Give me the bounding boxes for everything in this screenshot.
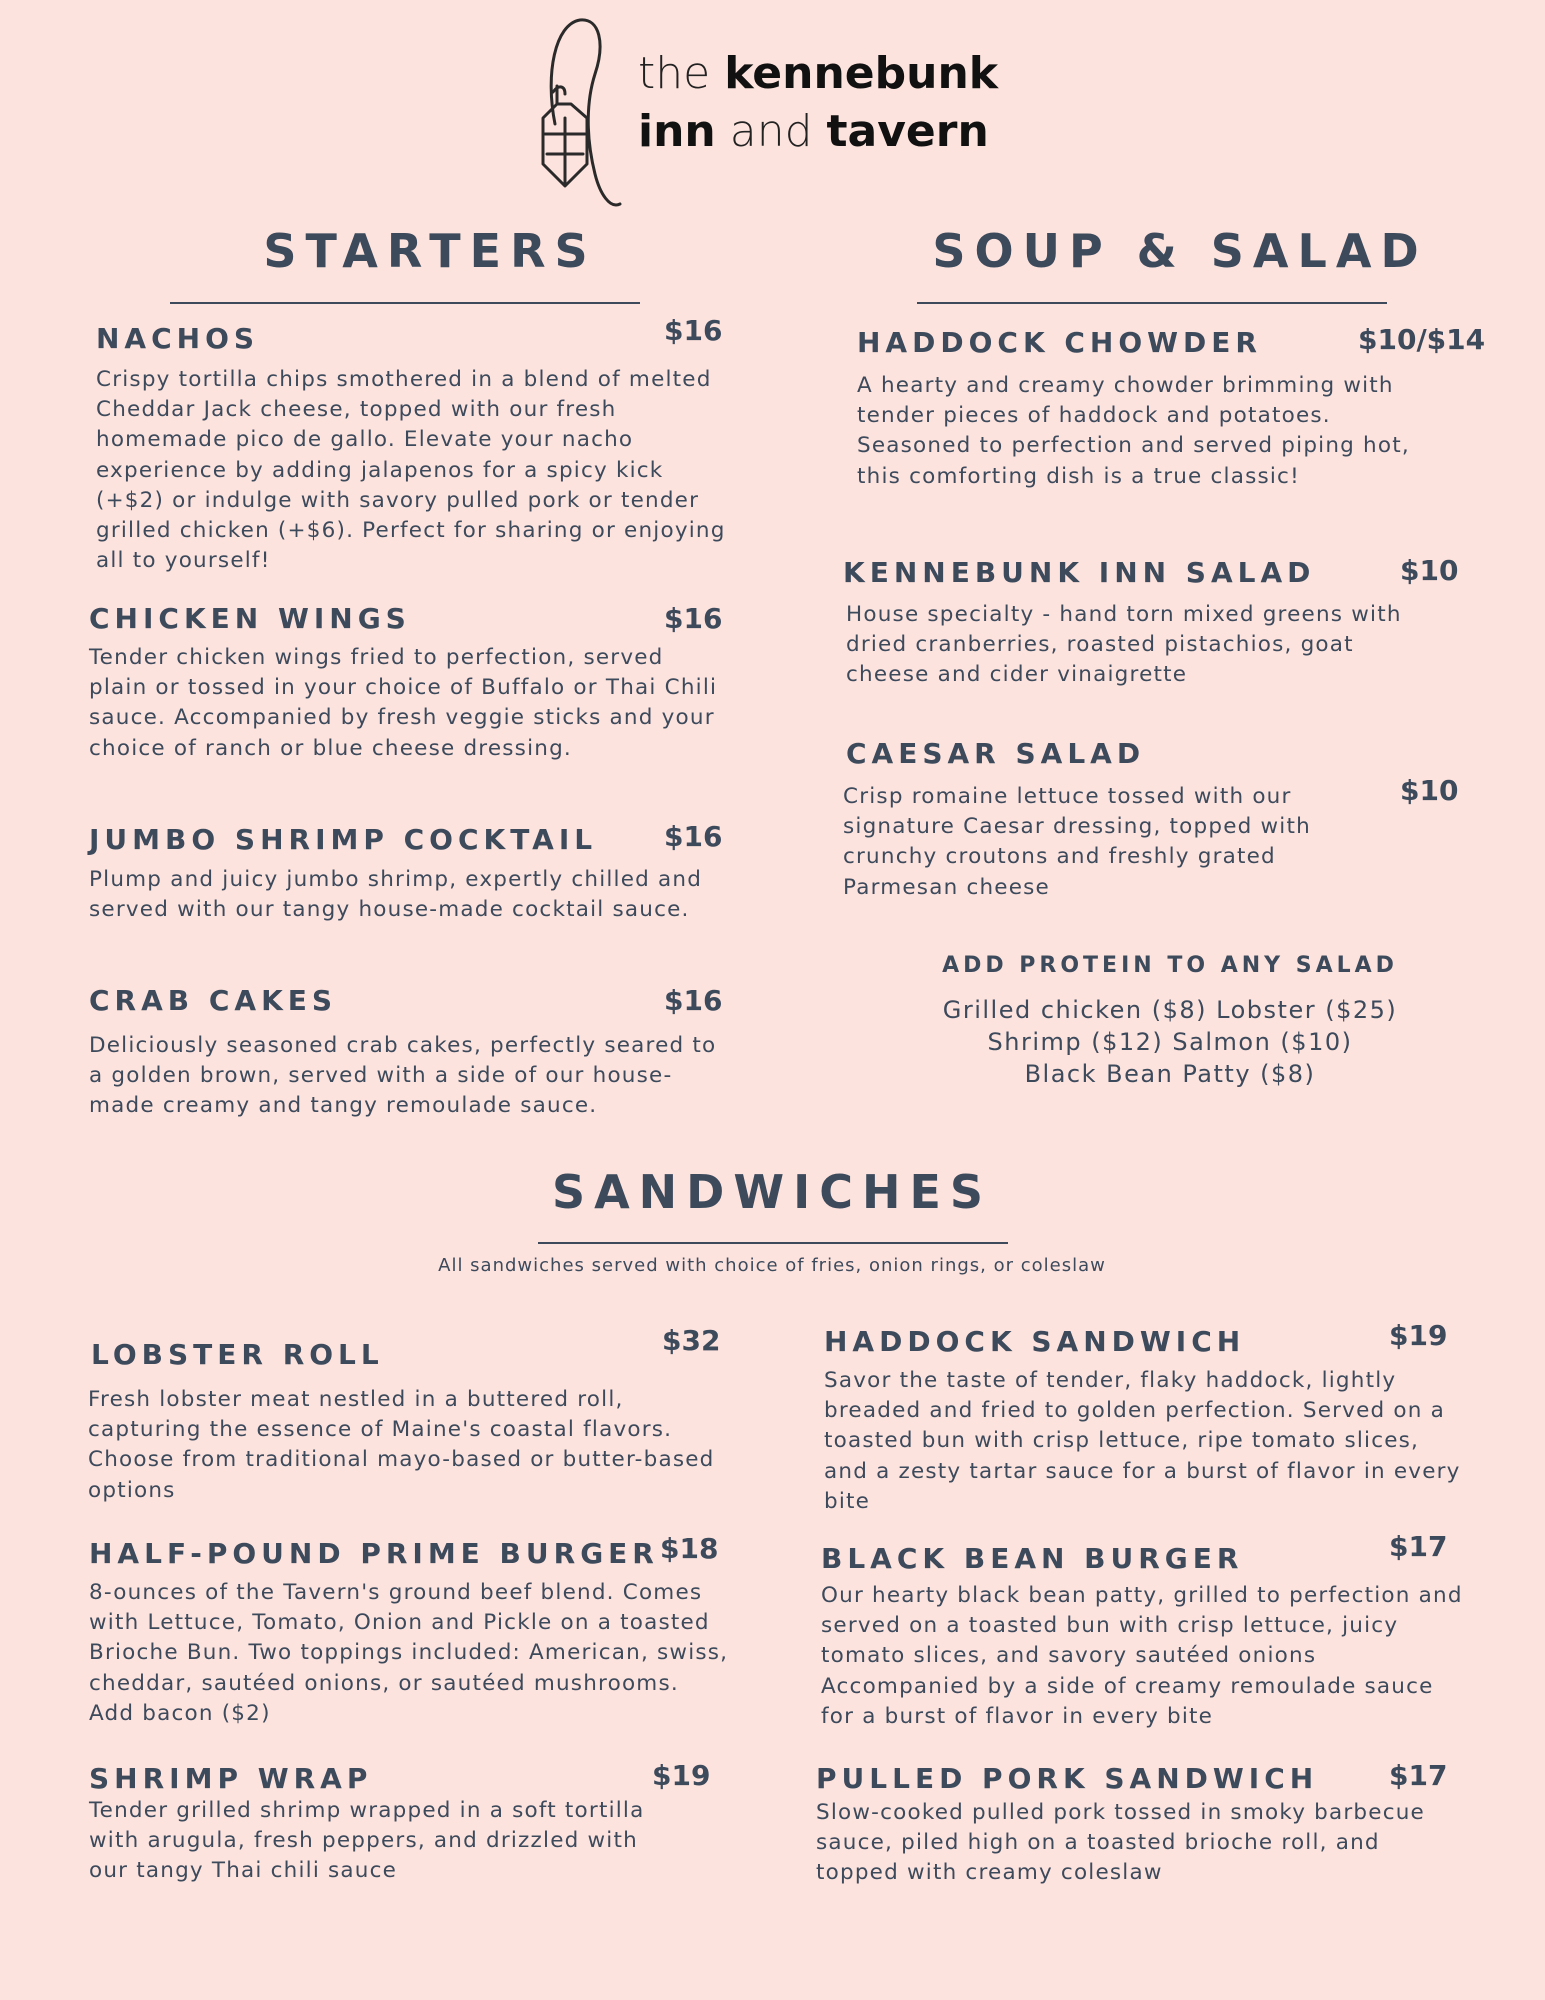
protein-line: Grilled chicken ($8) Lobster ($25) <box>942 996 1398 1024</box>
starters-item-name-nachos: NACHOS <box>96 322 260 355</box>
starters-item-price-jumbo-shrimp-cocktail: $16 <box>664 820 723 853</box>
starters-item-desc-jumbo-shrimp-cocktail: Plump and juicy jumbo shrimp, expertly chilled and served with our tangy house-made cocktail sauce. <box>89 867 703 923</box>
sandwich-item-price-pulled-pork-sandwich: $17 <box>1389 1759 1448 1792</box>
sandwich-item-desc-haddock-sandwich: Savor the taste of tender, flaky haddock, lightly breaded and fried to golden perfection. Served on a toasted bun with crisp lettuce, ripe tomato slices, and a zesty tartar sauce for a burst of flavor in every bite <box>824 1368 1461 1514</box>
sandwich-item-desc-lobster-roll: Fresh lobster meat nestled in a buttered roll, capturing the essence of Maine's coastal flavors. Choose from traditional mayo-based or butter-based options <box>88 1387 715 1503</box>
sandwich-item-price-half-pound-prime-burger: $18 <box>660 1532 719 1565</box>
sandwich-item-name-black-bean-burger: BLACK BEAN BURGER <box>821 1542 1244 1575</box>
protein-line: Black Bean Patty ($8) <box>1024 1060 1316 1088</box>
soup-salad-rule <box>917 302 1387 304</box>
soup-salad-item-price-caesar-salad: $10 <box>1400 774 1459 807</box>
starters-rule <box>170 302 640 304</box>
sandwich-item-name-half-pound-prime-burger: HALF-POUND PRIME BURGER <box>89 1537 659 1570</box>
brand-wordmark <box>638 48 999 157</box>
starters-item-name-crab-cakes: CRAB CAKES <box>89 984 338 1017</box>
sandwich-item-desc-black-bean-burger: Our hearty black bean patty, grilled to perfection and served on a toasted bun with crisp lettuce, juicy tomato slices, and savory sautéed onions Accompanied by a side of creamy remoulade sauce for a burst of flavor in every bite <box>821 1583 1463 1729</box>
soup-salad-item-desc-haddock-chowder: A hearty and creamy chowder brimming with tender pieces of haddock and potatoes. Seasoned to perfection and served piping hot, this comforting dish is a true classic! <box>857 373 1410 489</box>
brand-word-tavern: tavern <box>826 106 989 157</box>
starters-title: STARTERS <box>263 224 597 278</box>
starters-item-price-crab-cakes: $16 <box>664 984 723 1017</box>
starters-item-desc-chicken-wings: Tender chicken wings fried to perfection, served plain or tossed in your choice of Buffalo or Thai Chili sauce. Accompanied by fresh veggie sticks and your choice of ranch or blue cheese dressing. <box>89 645 718 761</box>
sandwich-item-name-haddock-sandwich: HADDOCK SANDWICH <box>824 1325 1246 1358</box>
lantern-icon <box>525 14 635 210</box>
sandwich-item-price-haddock-sandwich: $19 <box>1389 1319 1448 1352</box>
sandwich-item-price-black-bean-burger: $17 <box>1389 1530 1448 1563</box>
sandwiches-title: SANDWICHES <box>551 1165 993 1219</box>
protein-title: ADD PROTEIN TO ANY SALAD <box>942 953 1398 978</box>
soup-salad-item-name-caesar-salad: CAESAR SALAD <box>846 737 1146 770</box>
starters-item-desc-nachos: Crispy tortilla chips smothered in a blend of melted Cheddar Jack cheese, topped with our fresh homemade pico de gallo. Elevate your nacho experience by adding jalapenos for a spicy kick (+$2) or indulge with savory pulled pork or tender grilled chicken (+$6). Perfect for sharing or enjoying all to yourself! <box>96 367 726 574</box>
brand-word-kennebunk: kennebunk <box>724 48 999 99</box>
sandwich-item-desc-shrimp-wrap: Tender grilled shrimp wrapped in a soft tortilla with arugula, fresh peppers, and drizzled with our tangy Thai chili sauce <box>89 1798 645 1884</box>
sandwich-item-price-shrimp-wrap: $19 <box>652 1759 711 1792</box>
soup-salad-item-price-haddock-chowder: $10/$14 <box>1358 323 1486 356</box>
sandwich-item-name-pulled-pork-sandwich: PULLED PORK SANDWICH <box>816 1762 1319 1795</box>
sandwich-item-price-lobster-roll: $32 <box>662 1324 721 1357</box>
soup-salad-item-desc-caesar-salad: Crisp romaine lettuce tossed with our signature Caesar dressing, topped with crunchy croutons and freshly grated Parmesan cheese <box>843 784 1311 900</box>
soup-salad-item-name-kennebunk-inn-salad: KENNEBUNK INN SALAD <box>843 556 1316 589</box>
soup-salad-item-price-kennebunk-inn-salad: $10 <box>1400 554 1459 587</box>
sandwich-item-desc-pulled-pork-sandwich: Slow-cooked pulled pork tossed in smoky barbecue sauce, piled high on a toasted brioche roll, and topped with creamy coleslaw <box>816 1800 1425 1886</box>
starters-item-desc-crab-cakes: Deliciously seasoned crab cakes, perfectly seared to a golden brown, served with a side of our house-made creamy and tangy remoulade sauce. <box>89 1033 717 1119</box>
sandwiches-rule <box>538 1242 1008 1244</box>
brand-word-and: and <box>729 106 813 157</box>
sandwiches-note: All sandwiches served with choice of fries, onion rings, or coleslaw <box>438 1255 1106 1276</box>
brand-word-the: the <box>638 48 711 99</box>
sandwich-item-name-lobster-roll: LOBSTER ROLL <box>91 1338 384 1371</box>
protein-list <box>870 994 1470 1090</box>
soup-salad-item-desc-kennebunk-inn-salad: House specialty - hand torn mixed greens with dried cranberries, roasted pistachios, goat cheese and cider vinaigrette <box>846 602 1402 688</box>
soup-salad-item-name-haddock-chowder: HADDOCK CHOWDER <box>857 326 1262 359</box>
sandwich-item-desc-half-pound-prime-burger: 8-ounces of the Tavern's ground beef blend. Comes with Lettuce, Tomato, Onion and Pickle on a toasted Brioche Bun. Two toppings included: American, swiss, cheddar, sautéed onions, or sautéed mushrooms. Add bacon ($2) <box>89 1580 729 1726</box>
starters-item-name-jumbo-shrimp-cocktail: JUMBO SHRIMP COCKTAIL <box>89 823 598 856</box>
starters-item-name-chicken-wings: CHICKEN WINGS <box>89 602 411 635</box>
protein-line: Shrimp ($12) Salmon ($10) <box>987 1028 1353 1056</box>
soup-salad-title: SOUP & SALAD <box>932 224 1428 278</box>
starters-item-price-chicken-wings: $16 <box>664 602 723 635</box>
brand-word-inn: inn <box>638 106 716 157</box>
sandwich-item-name-shrimp-wrap: SHRIMP WRAP <box>89 1762 373 1795</box>
starters-item-price-nachos: $16 <box>664 314 723 347</box>
